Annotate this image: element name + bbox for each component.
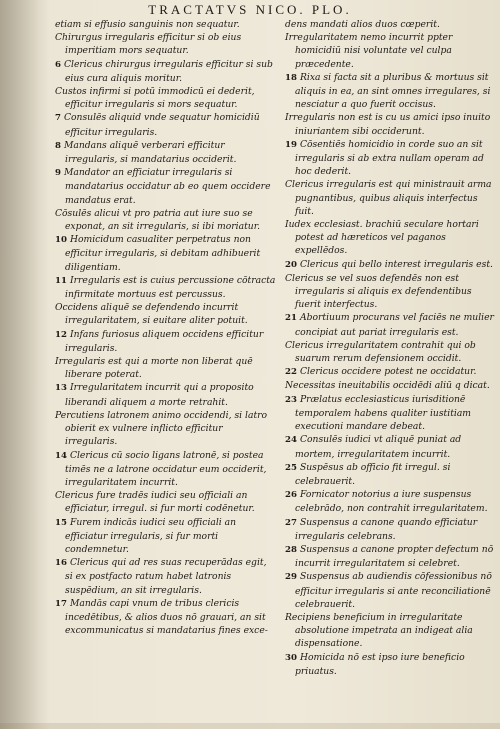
entry-number: 15 (55, 517, 67, 528)
entry-number: 14 (55, 450, 67, 461)
entry-number: 9 (55, 168, 61, 179)
entry-text: Consulēs aliquid vnde sequatur homicidiū efficitur irregularis. (63, 112, 260, 138)
entry-number: 24 (285, 435, 297, 446)
entry-number: 13 (55, 383, 67, 394)
entry-number: 7 (55, 113, 61, 124)
entry-text: Cōsulēs alicui vt pro patria aut iure suo se exponat, an sit irregularis, si ibi moriatur. (55, 207, 261, 233)
summary-entry (55, 166, 277, 207)
summary-entry (285, 433, 495, 460)
summary-entry (285, 516, 495, 543)
summary-entry (285, 218, 495, 258)
entry-text: Cōsentiēs homicidio in corde suo an sit irregularis si ab extra nullam operam ad hoc dederit. (295, 138, 484, 178)
summary-entry (285, 570, 495, 611)
entry-text: Irregularis non est is cu us amici ipso inuito iniuriantem sibi occiderunt. (285, 112, 491, 137)
summary-entry (55, 58, 277, 85)
summary-entry (285, 488, 495, 515)
entry-text: Mandator an efficiatur irregularis si mandatarius occidatur ab eo quem occidere mandatus erat. (63, 167, 271, 206)
entry-number: 21 (285, 313, 297, 324)
summary-entry (55, 409, 277, 449)
entry-text: Recipiens beneficium in irregularitate absolutione impetrata an indigeat alia dispensatione. (285, 611, 473, 650)
entry-text: etiam si effusio sanguinis non sequatur. (55, 19, 240, 30)
summary-entry (55, 449, 277, 490)
entry-number: 22 (285, 367, 297, 378)
summary-entry (55, 31, 277, 57)
entry-text: Necessitas ineuitabilis occidēdi aliū q dicat. (285, 380, 490, 392)
entry-text: Irregularis est qui a morte non liberat quē liberare poterat. (55, 356, 253, 381)
entry-number: 17 (55, 598, 67, 609)
entry-text: Infans furiosus aliquem occidens efficitur irregularis. (65, 328, 264, 354)
entry-text: Clericus qui ad res suas recuperādas egit, si ex postfacto ratum habet latronis suspēdium, an sit irregularis. (65, 557, 267, 596)
summary-entry (55, 556, 277, 597)
summary-entry (285, 138, 495, 179)
right-column (285, 18, 495, 721)
entry-number: 23 (285, 394, 297, 405)
entry-text: Clericus chirurgus irregularis efficitur si sub eius cura aliquis moritur. (63, 58, 273, 84)
entry-text: Suspensus a canone quando efficiatur irregularis celebrans. (295, 516, 478, 542)
summary-entry (55, 207, 277, 233)
entry-number: 11 (55, 275, 67, 286)
summary-entry (55, 18, 277, 31)
entry-text: Furem indicās iudici seu officiali an efficiatur irregularis, si fur morti condemnetur. (65, 516, 237, 555)
summary-entry (55, 328, 277, 355)
running-head: TRACTATVS NICO. PLO. (148, 2, 352, 17)
entry-text: Clericus cū socio ligans latronē, si postea timēs ne a latrone occidatur eum occiderit, irregularitatem incurrit. (65, 449, 267, 488)
entry-number: 16 (55, 558, 67, 569)
entry-text: Rixa si facta sit a pluribus & mortuus sit aliquis in ea, an sint omnes irregulares, si nesciatur a quo fuerit occisus. (295, 71, 491, 111)
entry-text: Clericus irregularis est qui ministrauit arma pugnantibus, quibus aliquis interfectus fuit. (285, 179, 492, 217)
summary-entry (285, 543, 495, 570)
entry-text: Suspensus ab audiendis cōfessionibus nō efficitur irregularis si ante reconciliationē celebrauerit. (295, 571, 492, 610)
left-column (55, 18, 277, 721)
summary-entry (285, 461, 495, 488)
summary-entry (285, 311, 495, 338)
summary-entry (55, 111, 277, 138)
entry-text: Clericus occidere potest ne occidatur. (299, 366, 477, 378)
entry-number: 12 (55, 329, 67, 340)
summary-entry (285, 31, 495, 71)
entry-text: Irregularitatem nemo incurrit ppter homicidiū nisi voluntate vel culpa præcedente. (285, 32, 453, 70)
entry-text: Fornicator notorius a iure suspensus celebrādo, non contrahit irregularitatem. (295, 489, 488, 515)
entry-number: 18 (285, 72, 297, 83)
entry-text: Clericus qui bello interest irregularis est. (299, 258, 493, 270)
entry-text: Clericus irregularitatem contrahit qui ob suarum rerum defensionem occidit. (285, 339, 476, 365)
entry-text: Iudex ecclesiast. brachiū seculare hortari potest ad hæreticos vel paganos expellēdos. (285, 219, 479, 257)
entry-text: Mandans aliquē verberari efficitur irregularis, si mandatarius occiderit. (63, 139, 237, 166)
entry-number: 28 (285, 544, 297, 555)
entry-text: Clericus fure tradēs iudici seu officiali an efficiatur, irregul. si fur morti codēnetur. (55, 490, 255, 515)
entry-text: Prælatus ecclesiasticus iurisditionē temporalem habens qualiter iustitiam executioni mandare debeat. (295, 393, 472, 433)
entry-text: dens mandati alios duos cœperit. (285, 19, 440, 30)
entry-text: Clericus se vel suos defendēs non est irregularis si aliquis ex defendentibus fuerit interfectus. (285, 272, 472, 311)
summary-entry (55, 516, 277, 557)
entry-text: Homicida nō est ipso iure beneficio priuatus. (295, 651, 465, 677)
entry-number: 19 (285, 139, 297, 150)
summary-entry (285, 111, 495, 137)
summary-entry (55, 381, 277, 408)
entry-text: Occidens aliquē se defendendo incurrit irregularitatem, si euitare aliter potuit. (55, 302, 248, 327)
entry-number: 29 (285, 572, 297, 583)
summary-entry (285, 18, 495, 31)
entry-number: 30 (285, 652, 297, 663)
entry-number: 20 (285, 259, 297, 270)
entry-text: Irregularitatem incurrit qui a proposito liberandi aliquem a morte retrahit. (65, 382, 254, 408)
entry-number: 10 (55, 235, 67, 246)
summary-entry (285, 651, 495, 678)
entry-text: Abortiuum procurans vel faciēs ne mulier concipiat aut pariat irregularis est. (295, 312, 494, 338)
summary-entry (285, 178, 495, 218)
entry-text: Consulēs iudici vt aliquē puniat ad mortem, irregularitatem incurrit. (295, 434, 462, 460)
entry-number: 26 (285, 490, 297, 501)
summary-entry (55, 301, 277, 327)
summary-entry (55, 139, 277, 166)
summary-entry (285, 393, 495, 434)
summary-entry (55, 597, 277, 638)
summary-entry (55, 489, 277, 515)
summary-entry (285, 339, 495, 365)
entry-text: Custos infirmi si potū immodicū ei dederit, efficitur irregularis si mors sequatur. (55, 86, 255, 111)
entry-text: Percutiens latronem animo occidendi, si latro obierit ex vulnere inflicto efficitur irregularis. (55, 409, 268, 448)
entry-text: Chirurgus irregularis efficitur si ob eius imperitiam mors sequatur. (55, 32, 242, 57)
summary-entry (55, 233, 277, 274)
entry-number: 6 (55, 59, 61, 70)
entry-number: 27 (285, 517, 297, 528)
entry-text: Mandās capi vnum de tribus clericis incedētibus, & alios duos nō grauari, an sit excommunicatus si mandatarius fines exce- (65, 597, 268, 637)
gutter-shadow (0, 0, 50, 729)
summary-entry (285, 611, 495, 651)
summary-entry (55, 274, 277, 301)
summary-entry (55, 355, 277, 381)
entry-text: Suspēsus ab officio fit irregul. si celebrauerit. (295, 461, 451, 487)
page-edge (0, 723, 500, 729)
summary-entry (55, 85, 277, 111)
summary-entry (285, 258, 495, 272)
summary-entry (285, 365, 495, 379)
entry-text: Homicidum casualiter perpetratus non efficitur irregularis, si debitam adhibuerit diligentiam. (65, 234, 261, 273)
entry-text: Irregularis est is cuius percussione cōtracta infirmitate mortuus est percussus. (65, 274, 276, 301)
summary-entry (285, 272, 495, 312)
summary-entry (285, 379, 495, 392)
entry-text: Suspensus a canone propter defectum nō incurrit irregularitatem si celebret. (295, 543, 494, 570)
summary-entry (285, 71, 495, 112)
entry-number: 8 (55, 140, 61, 151)
entry-number: 25 (285, 462, 297, 473)
